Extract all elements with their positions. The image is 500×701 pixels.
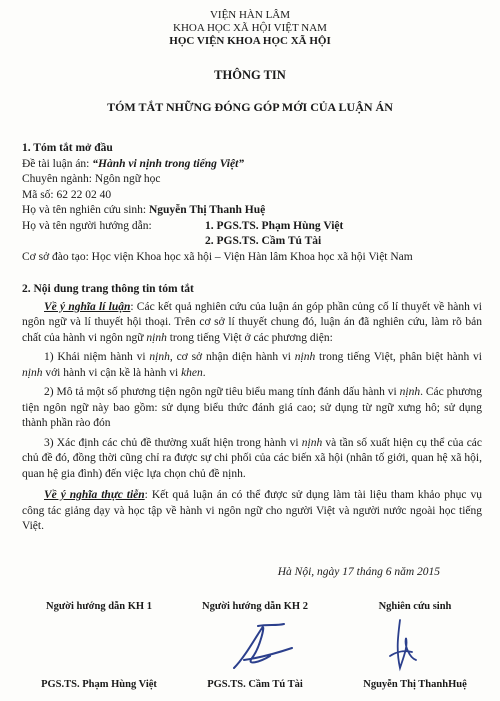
- signature-title-advisor-1: Người hướng dẫn KH 1: [46, 601, 152, 612]
- advisor-line-1: [22, 219, 482, 235]
- institution-line: Cơ sở đào tạo: Học viện Khoa học xã hội – Viện Hàn lâm Khoa học xã hội Việt Nam: [22, 250, 413, 263]
- advisor-line-2: [22, 234, 482, 250]
- theory-label: Về ý nghĩa lí luận: [44, 300, 131, 313]
- section1-heading: 1. Tóm tắt mở đầu: [22, 142, 113, 154]
- header-line-1: VIỆN HÀN LÂM: [209, 9, 291, 21]
- point-3-paragraph: 3) Xác định các chủ đề thường xuất hiện trong hành vi nịnh và tần số xuất hiện cụ thể của các chủ đề đó, đồng thời cũng chỉ ra được sự chi phối của các biến xã hội (nhân tố giới, quan hệ xã hội, quan hệ gia đình) đến việc lựa chọn chủ đề nịnh.: [22, 436, 483, 480]
- practice-label: Về ý nghĩa thực tiễn: [44, 489, 145, 501]
- advisor-1: 1. PGS.TS. Phạm Hùng Việt: [205, 219, 344, 232]
- theory-paragraph: Về ý nghĩa lí luận: Các kết quả nghiên cứu của luận án góp phần củng cố lí thuyết về hành vi ngôn ngữ và lí thuyết hội thoại. Trên cơ sở lí thuyết chung đó, luận án đã nghiên cứu, làm rõ bản chất của hành vi ngôn ngữ nịnh trong tiếng Việt ở các phương diện:: [22, 300, 482, 344]
- signature-mark-student: [382, 616, 422, 676]
- point-1-paragraph: 1) Khái niệm hành vi nịnh, cơ sở nhận diện hành vi nịnh trong tiếng Việt, phân biệt hành vi nịnh với hành vi cận kề là hành vi khen.: [22, 351, 482, 379]
- student-name: Nguyễn Thị Thanh Huệ: [148, 204, 266, 216]
- advisor-label: Họ và tên người hướng dẫn:: [22, 219, 152, 232]
- code-line: Mã số: 62 22 02 40: [22, 188, 112, 201]
- signature-name-advisor-1: PGS.TS. Phạm Hùng Việt: [41, 679, 157, 690]
- institution-header: [0, 9, 500, 48]
- signature-name-advisor-2: PGS.TS. Cầm Tú Tài: [207, 679, 303, 690]
- advisor-2: 2. PGS.TS. Cầm Tú Tài: [205, 235, 322, 247]
- topic-value: “Hành vi nịnh trong tiếng Việt”: [92, 157, 245, 170]
- point-2-paragraph: 2) Mô tả một số phương tiện ngôn ngữ tiêu biểu mang tính đánh dấu hành vi nịnh. Các phương tiện ngôn ngữ này bao gồm: sử dụng biểu thức đánh giá cao; sử dụng từ ngữ xưng hô; sử dụng thành phần rào đón: [22, 386, 482, 429]
- section-summary-intro: [22, 141, 482, 265]
- topic-label: Đề tài luận án:: [22, 157, 93, 170]
- date-line: Hà Nội, ngày 17 tháng 6 năm 2015: [277, 566, 440, 578]
- section-summary-content: [22, 282, 482, 535]
- student-label: Họ và tên nghiên cứu sinh:: [22, 204, 149, 216]
- signature-title-student: Nghiên cứu sinh: [378, 601, 452, 612]
- document-title: THÔNG TIN: [214, 68, 286, 82]
- student-line: [22, 203, 482, 219]
- signature-title-advisor-2: Người hướng dẫn KH 2: [202, 601, 308, 612]
- major-line: Chuyên ngành: Ngôn ngữ học: [22, 173, 161, 185]
- signature-name-student: Nguyễn Thị ThanhHuệ: [363, 679, 467, 690]
- signature-mark-advisor-2: [214, 618, 298, 678]
- section2-heading: 2. Nội dung trang thông tin tóm tắt: [22, 283, 194, 295]
- document-subtitle: TÓM TẮT NHỮNG ĐÓNG GÓP MỚI CỦA LUẬN ÁN: [107, 100, 393, 114]
- topic-line: [22, 157, 482, 173]
- header-line-2: KHOA HỌC XÃ HỘI VIỆT NAM: [173, 22, 327, 34]
- practice-paragraph: Về ý nghĩa thực tiễn: Kết quả luận án có thể được sử dụng làm tài liệu tham khảo phục vụ công tác giảng dạy và học tập về hành vi ngôn ngữ cho người Việt và người nước ngoài học tiếng Việt.: [22, 489, 482, 532]
- header-line-3: HỌC VIỆN KHOA HỌC XÃ HỘI: [169, 35, 331, 47]
